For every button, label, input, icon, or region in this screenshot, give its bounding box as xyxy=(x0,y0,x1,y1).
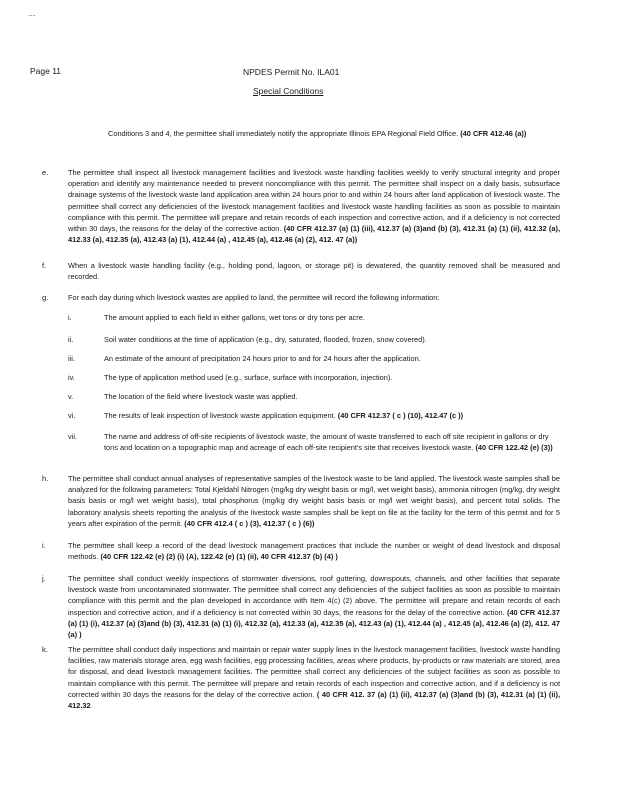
item-g-vii-citation: (40 CFR 122.42 (e) (3)) xyxy=(475,442,553,452)
item-g-iii-num: iii. xyxy=(68,354,75,363)
condition-j-citation: (40 CFR 412.37 (a) (1) (i), 412.37 (a) (3)and (b) (3), 412.31 (a) (1) (i), 412.32 (a), 412.33 (a), 412.35 (a), 412.43 (a) (1), 412.44 (a) , 412.45 (a), 412.46 (a) (2), 412. 47 (a) ) xyxy=(68,607,560,640)
condition-i-text xyxy=(68,540,560,562)
item-g-vii-num: vii. xyxy=(68,432,78,441)
condition-j-label: j. xyxy=(42,574,46,583)
condition-j-body: The permittee shall conduct weekly inspections of stormwater diversions, roof guttering, downspouts, channels, and other facilities that separate livestock waste from uncontaminated stormwater. The permittee shall correct any deficiencies of the subject facilities as soon as possible to maintain compliance with this permit and the plan developed in accordance with Item 4(c) (2) above. The permittee will prepare and retain records of each inspection and corrective action, and if a deficiency is not corrected within 30 days, the reasons for the delay of the corrective action. xyxy=(68,574,560,617)
condition-f-label: f. xyxy=(42,261,47,270)
item-g-vii-text xyxy=(104,432,556,453)
page-number: Page 11 xyxy=(30,66,62,76)
item-g-i-text: The amount applied to each field in either gallons, wet tons or dry tons per acre. xyxy=(104,313,365,322)
condition-g-label: g. xyxy=(42,293,49,302)
condition-h-label: h. xyxy=(42,474,49,483)
condition-j-text xyxy=(68,573,560,640)
item-g-iv-num: iv. xyxy=(68,373,75,382)
item-g-iv-text: The type of application method used (e.g., surface, surface with incorporation, injection). xyxy=(104,373,393,382)
item-g-i-num: i. xyxy=(68,313,72,322)
condition-i-citation: (40 CFR 122.42 (e) (2) (i) (A), 122.42 (e) (1) (ii), 40 CFR 412.37 (b) (4) ) xyxy=(100,552,338,562)
condition-e-body: The permittee shall inspect all livestock management facilities and livestock waste handling facilities weekly to verify structural integrity and proper operation and identify any maintenance needed to prevent noncompliance with this permit. The permittee shall inspect on a daily basis, subsurface drainage systems of the livestock waste land application area within 24 hours prior to and within 24 hours after land application of livestock waste. The permittee shall correct any deficiencies of the livestock management facilities and livestock waste handling facilities as soon as possible to maintain compliance with this permit. The permittee will prepare and retain records of each inspection and corrective action, and if a deficiency is not corrected within 30 days, the reasons for the delay of the corrective action. xyxy=(68,168,560,234)
condition-k-body: The permittee shall conduct daily inspections and maintain or repair water supply lines in the livestock management facilities, livestock waste handling facilities, raw materials storage area, egg wash facilities, egg processing facilities, areas where products, by-products or raw materials are stored, area for disposal, and dead livestock management facilities. The permittee shall correct any deficiencies of the subject facilities as soon as possible to maintain compliance with this permit. The permittee will prepare and retain records of each inspection and corrective action, and if a deficiency is not corrected within 30 days the reasons for the delay of the corrective action. xyxy=(68,645,560,699)
corner-mark: ... xyxy=(28,8,36,18)
condition-h-citation: (40 CFR 412.4 ( c ) (3), 412.37 ( c ) (6)) xyxy=(184,518,315,528)
condition-g-text xyxy=(68,292,560,303)
condition-k-label: k. xyxy=(42,645,48,654)
item-g-vi-text xyxy=(104,411,556,422)
item-g-v-text: The location of the field where livestock waste was applied. xyxy=(104,392,298,401)
item-g-v-num: v. xyxy=(68,392,74,401)
condition-h-body: The permittee shall conduct annual analyses of representative samples of the livestock waste to be land applied. The livestock waste samples shall be analyzed for the following parameters: Total Kjeldahl Nitrogen (mg/kg dry weight basis or mg/l, wet weight basis), ammonia nitrogen (mg/kg, dry weight basis basis or mg/l wet weight basis), total phosphorus (mg/kg dry weight basis basis or mg/l wet weight basis), and percent total solids. The laboratory analysis sheets reporting the analysis of the livestock waste samples shall be kept on file at the facility for the term of this permit and for 5 years after expiration of the permit. xyxy=(68,474,560,528)
condition-e-citation: (40 CFR 412.37 (a) (1) (iii), 412.37 (a) (3)and (b) (3), 412.31 (a) (1) (ii), 412.32 (a), 412.33 (a), 412.35 (a), 412.43 (a) (1), 412.44 (a) , 412.45 (a), 412.46 (a) (2), 412. 47 (a)) xyxy=(68,224,561,245)
item-g-vi-citation: (40 CFR 412.37 ( c ) (10), 412.47 (c )) xyxy=(337,411,464,420)
item-g-vii-body: The name and address of off-site recipients of livestock waste, the amount of waste transferred to each off site recipient in gallons or dry tons and location on a topographic map and acreage of each off-site recipient's site that receives livestock waste. xyxy=(104,432,549,452)
item-g-ii-num: ii. xyxy=(68,335,74,344)
condition-g-body: For each day during which livestock wastes are applied to land, the permittee will record the following information: xyxy=(68,293,440,302)
item-g-vi-num: vi. xyxy=(68,411,76,420)
condition-k-citation: ( 40 CFR 412. 37 (a) (1) (ii), 412.37 (a) (3)and (b) (3), 412.31 (a) (1) (ii), 412.32 xyxy=(68,689,561,711)
condition-h-text xyxy=(68,473,560,529)
condition-i-body: The permittee shall keep a record of the dead livestock management practices that include the number or weight of dead livestock and disposal methods. xyxy=(68,541,560,562)
condition-f-body: When a livestock waste handling facility (e.g., holding pond, lagoon, or storage pit) is dewatered, the quantity removed shall be measured and recorded. xyxy=(68,261,560,282)
condition-e-label: e. xyxy=(42,168,49,177)
intro-text: Conditions 3 and 4, the permittee shall immediately notify the appropriate Illinois EPA Regional Field Office. xyxy=(108,129,459,138)
condition-k-text xyxy=(68,644,560,711)
condition-e-text xyxy=(68,167,560,245)
item-g-ii-text: Soil water conditions at the time of application (e.g., dry, saturated, flooded, frozen, snow covered). xyxy=(104,335,427,344)
permit-number: NPDES Permit No. ILA01 xyxy=(243,67,340,77)
intro-citation: (40 CFR 412.46 (a)) xyxy=(460,129,527,138)
intro-paragraph xyxy=(108,128,563,139)
item-g-vi-body: The results of leak inspection of livestock waste application equipment. xyxy=(104,411,336,420)
condition-i-label: i. xyxy=(42,541,46,550)
section-title: Special Conditions xyxy=(253,86,324,96)
condition-f-text xyxy=(68,260,560,282)
item-g-iii-text: An estimate of the amount of precipitation 24 hours prior to and for 24 hours after the application. xyxy=(104,354,421,363)
